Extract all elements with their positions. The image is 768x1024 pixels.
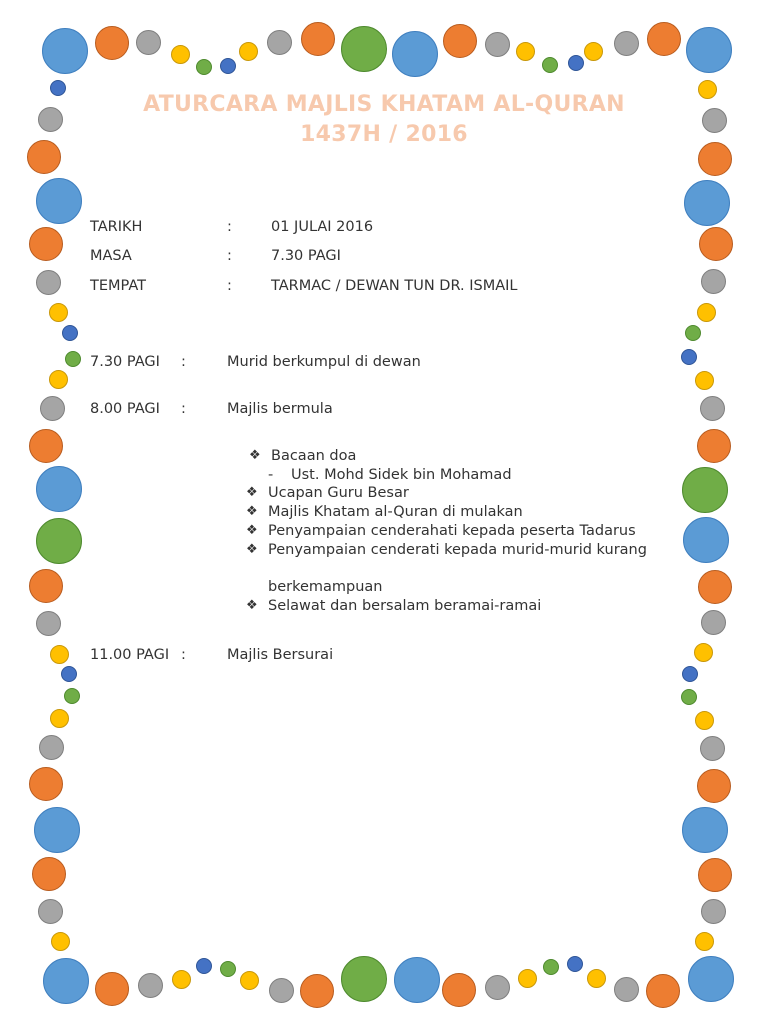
decorative-circle [684,180,730,226]
detail-separator: : [227,278,232,294]
decorative-circle [695,711,714,730]
decorative-circle [36,178,82,224]
decorative-circle [701,269,726,294]
doa-reader-name: Ust. Mohd Sidek bin Mohamad [291,467,512,483]
program-item: Penyampaian cenderahati kepada peserta Tadarus [268,523,636,539]
decorative-circle [239,42,258,61]
schedule-event: Majlis Bersurai [227,647,334,663]
decorative-circle [341,956,387,1002]
decorative-circle [394,957,440,1003]
decorative-circle [220,58,236,74]
bullet-icon: ❖ [249,448,261,463]
program-item-continuation: berkemampuan [268,579,383,595]
schedule-time: 7.30 PAGI [90,354,160,370]
decorative-circle [682,807,728,853]
decorative-circle [196,59,212,75]
decorative-circle [62,325,78,341]
decorative-circle [518,969,537,988]
decorative-circle [36,611,61,636]
page-title-line-2: 1437H / 2016 [300,122,468,147]
detail-separator: : [227,248,232,264]
decorative-circle [50,645,69,664]
decorative-circle [341,26,387,72]
decorative-circle [220,961,236,977]
decorative-circle [543,959,559,975]
decorative-circle [443,24,477,58]
decorative-circle [694,643,713,662]
decorative-circle [584,42,603,61]
decorative-circle [681,349,697,365]
decorative-circle [686,27,732,73]
decorative-circle [698,570,732,604]
bullet-icon: ❖ [246,598,258,613]
schedule-separator: : [181,354,186,370]
decorative-circle [614,977,639,1002]
program-item: Majlis Khatam al-Quran di mulakan [268,504,523,520]
decorative-circle [240,971,259,990]
decorative-circle [695,371,714,390]
detail-label-tempat: TEMPAT [90,278,146,294]
program-item: Bacaan doa [271,448,357,464]
decorative-circle [442,973,476,1007]
detail-label-masa: MASA [90,248,132,264]
decorative-circle [646,974,680,1008]
detail-label-tarikh: TARIKH [90,219,143,235]
decorative-circle [36,518,82,564]
schedule-time: 8.00 PAGI [90,401,160,417]
decorative-circle [29,429,63,463]
decorative-circle [50,709,69,728]
decorative-circle [36,270,61,295]
decorative-circle [685,325,701,341]
decorative-circle [701,899,726,924]
decorative-circle [51,932,70,951]
decorative-circle [568,55,584,71]
decorative-circle [392,31,438,77]
decorative-circle [29,569,63,603]
decorative-circle [681,689,697,705]
decorative-circle [695,932,714,951]
program-item: Selawat dan bersalam beramai-ramai [268,598,542,614]
decorative-circle [647,22,681,56]
decorative-circle [699,227,733,261]
decorative-circle [29,227,63,261]
schedule-separator: : [181,647,186,663]
decorative-circle [688,956,734,1002]
decorative-circle [95,972,129,1006]
bullet-icon: ❖ [246,485,258,500]
detail-separator: : [227,219,232,235]
decorative-circle [95,26,129,60]
decorative-circle [36,466,82,512]
decorative-circle [171,45,190,64]
decorative-circle [697,429,731,463]
decorative-circle [697,769,731,803]
bullet-icon: ❖ [246,523,258,538]
schedule-event: Murid berkumpul di dewan [227,354,421,370]
decorative-circle [682,467,728,513]
decorative-circle [701,610,726,635]
decorative-circle [49,303,68,322]
decorative-circle [697,303,716,322]
decorative-circle [29,767,63,801]
detail-value-tempat: TARMAC / DEWAN TUN DR. ISMAIL [271,278,518,294]
decorative-circle [196,958,212,974]
decorative-circle [39,735,64,760]
decorative-circle [61,666,77,682]
decorative-circle [267,30,292,55]
decorative-circle [42,28,88,74]
decorative-circle [485,32,510,57]
decorative-circle [172,970,191,989]
decorative-circle [682,666,698,682]
decorative-circle [300,974,334,1008]
decorative-circle [700,736,725,761]
schedule-time: 11.00 PAGI [90,647,170,663]
program-item: Penyampaian cenderati kepada murid-murid kurang [268,542,647,558]
decorative-circle [542,57,558,73]
bullet-icon: ❖ [246,504,258,519]
decorative-circle [683,517,729,563]
decorative-circle [65,351,81,367]
page-title-line-1: ATURCARA MAJLIS KHATAM AL-QURAN [143,92,625,117]
schedule-event: Majlis bermula [227,401,333,417]
decorative-circle [34,807,80,853]
decorative-circle [301,22,335,56]
decorative-circle [485,975,510,1000]
decorative-circle [136,30,161,55]
decorative-circle [614,31,639,56]
decorative-circle [700,396,725,421]
decorative-circle [587,969,606,988]
bullet-icon: ❖ [246,542,258,557]
detail-value-tarikh: 01 JULAI 2016 [271,219,374,235]
decorative-circle [32,857,66,891]
decorative-circle [516,42,535,61]
decorative-circle [567,956,583,972]
doa-reader-dash: - [268,467,274,483]
decorative-circle [269,978,294,1003]
decorative-circle [40,396,65,421]
decorative-circle [43,958,89,1004]
decorative-circle [38,899,63,924]
decorative-circle [138,973,163,998]
schedule-separator: : [181,401,186,417]
decorative-circle [698,858,732,892]
decorative-circle [64,688,80,704]
program-item: Ucapan Guru Besar [268,485,409,501]
detail-value-masa: 7.30 PAGI [271,248,341,264]
decorative-circle [49,370,68,389]
